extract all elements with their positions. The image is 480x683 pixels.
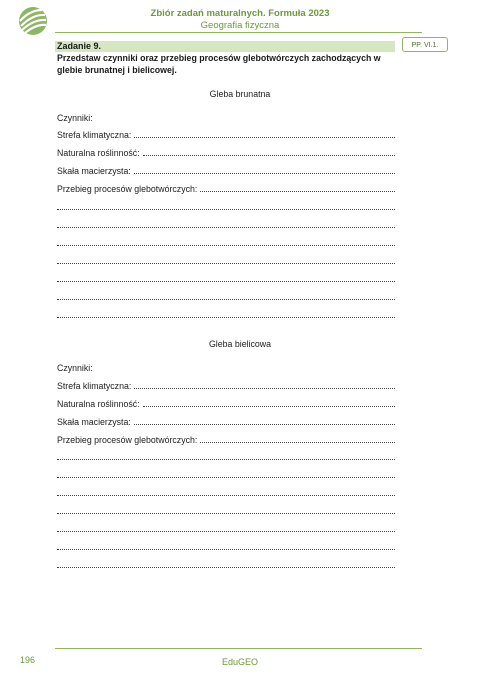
answer-line[interactable] [57, 531, 395, 532]
answer-line[interactable] [57, 299, 395, 300]
answer-line [134, 388, 395, 389]
field-label: Naturalna roślinność: [57, 399, 140, 409]
footer-divider [55, 648, 422, 649]
header-title: Zbiór zadań maturalnych. Formuła 2023 [150, 8, 330, 19]
section-title-brunatna: Gleba brunatna [209, 89, 271, 99]
answer-line[interactable] [57, 549, 395, 550]
answer-line[interactable] [57, 567, 395, 568]
answer-field-climate[interactable] [57, 128, 395, 140]
answer-field-processes[interactable] [57, 182, 395, 194]
field-label: Skała macierzysta: [57, 166, 131, 176]
header-subtitle: Geografia fizyczna [200, 20, 280, 31]
answer-line[interactable] [57, 513, 395, 514]
answer-field-processes[interactable] [57, 433, 395, 445]
answer-line [200, 442, 395, 443]
field-label: Strefa klimatyczna: [57, 130, 132, 140]
answer-line[interactable] [57, 281, 395, 282]
answer-line [143, 155, 395, 156]
answer-line[interactable] [57, 209, 395, 210]
answer-field-climate[interactable] [57, 379, 395, 391]
answer-field-parent-rock[interactable] [57, 415, 395, 427]
answer-line[interactable] [57, 459, 395, 460]
task-instruction: Przedstaw czynniki oraz przebieg procesów glebotwórczych zachodzących w glebie brunatnej i bielicowej. [57, 53, 381, 75]
answer-line [134, 424, 395, 425]
answer-field-parent-rock[interactable] [57, 164, 395, 176]
field-label: Strefa klimatyczna: [57, 381, 132, 391]
answer-line[interactable] [57, 263, 395, 264]
answer-line[interactable] [57, 245, 395, 246]
answer-line [200, 191, 395, 192]
curriculum-badge: PP. VI.1. [402, 37, 448, 52]
page-number: 196 [20, 655, 36, 665]
answer-line[interactable] [57, 317, 395, 318]
answer-line [134, 137, 395, 138]
answer-line[interactable] [57, 477, 395, 478]
answer-field-vegetation[interactable] [57, 146, 395, 158]
field-label: Przebieg procesów glebotwórczych: [57, 184, 198, 194]
answer-line[interactable] [57, 227, 395, 228]
answer-line [134, 173, 395, 174]
answer-line [143, 406, 395, 407]
answer-line[interactable] [57, 495, 395, 496]
section-title-bielicowa: Gleba bielicowa [208, 339, 272, 349]
field-label: Skała macierzysta: [57, 417, 131, 427]
task-title: Zadanie 9. [57, 41, 102, 51]
answer-field-vegetation[interactable] [57, 397, 395, 409]
task-title-bar [55, 41, 395, 52]
factors-label: Czynniki: [57, 363, 93, 373]
field-label: Naturalna roślinność: [57, 148, 140, 158]
header-divider [55, 32, 422, 33]
factors-label: Czynniki: [57, 113, 93, 123]
field-label: Przebieg procesów glebotwórczych: [57, 435, 198, 445]
footer-brand: EduGEO [221, 657, 259, 667]
